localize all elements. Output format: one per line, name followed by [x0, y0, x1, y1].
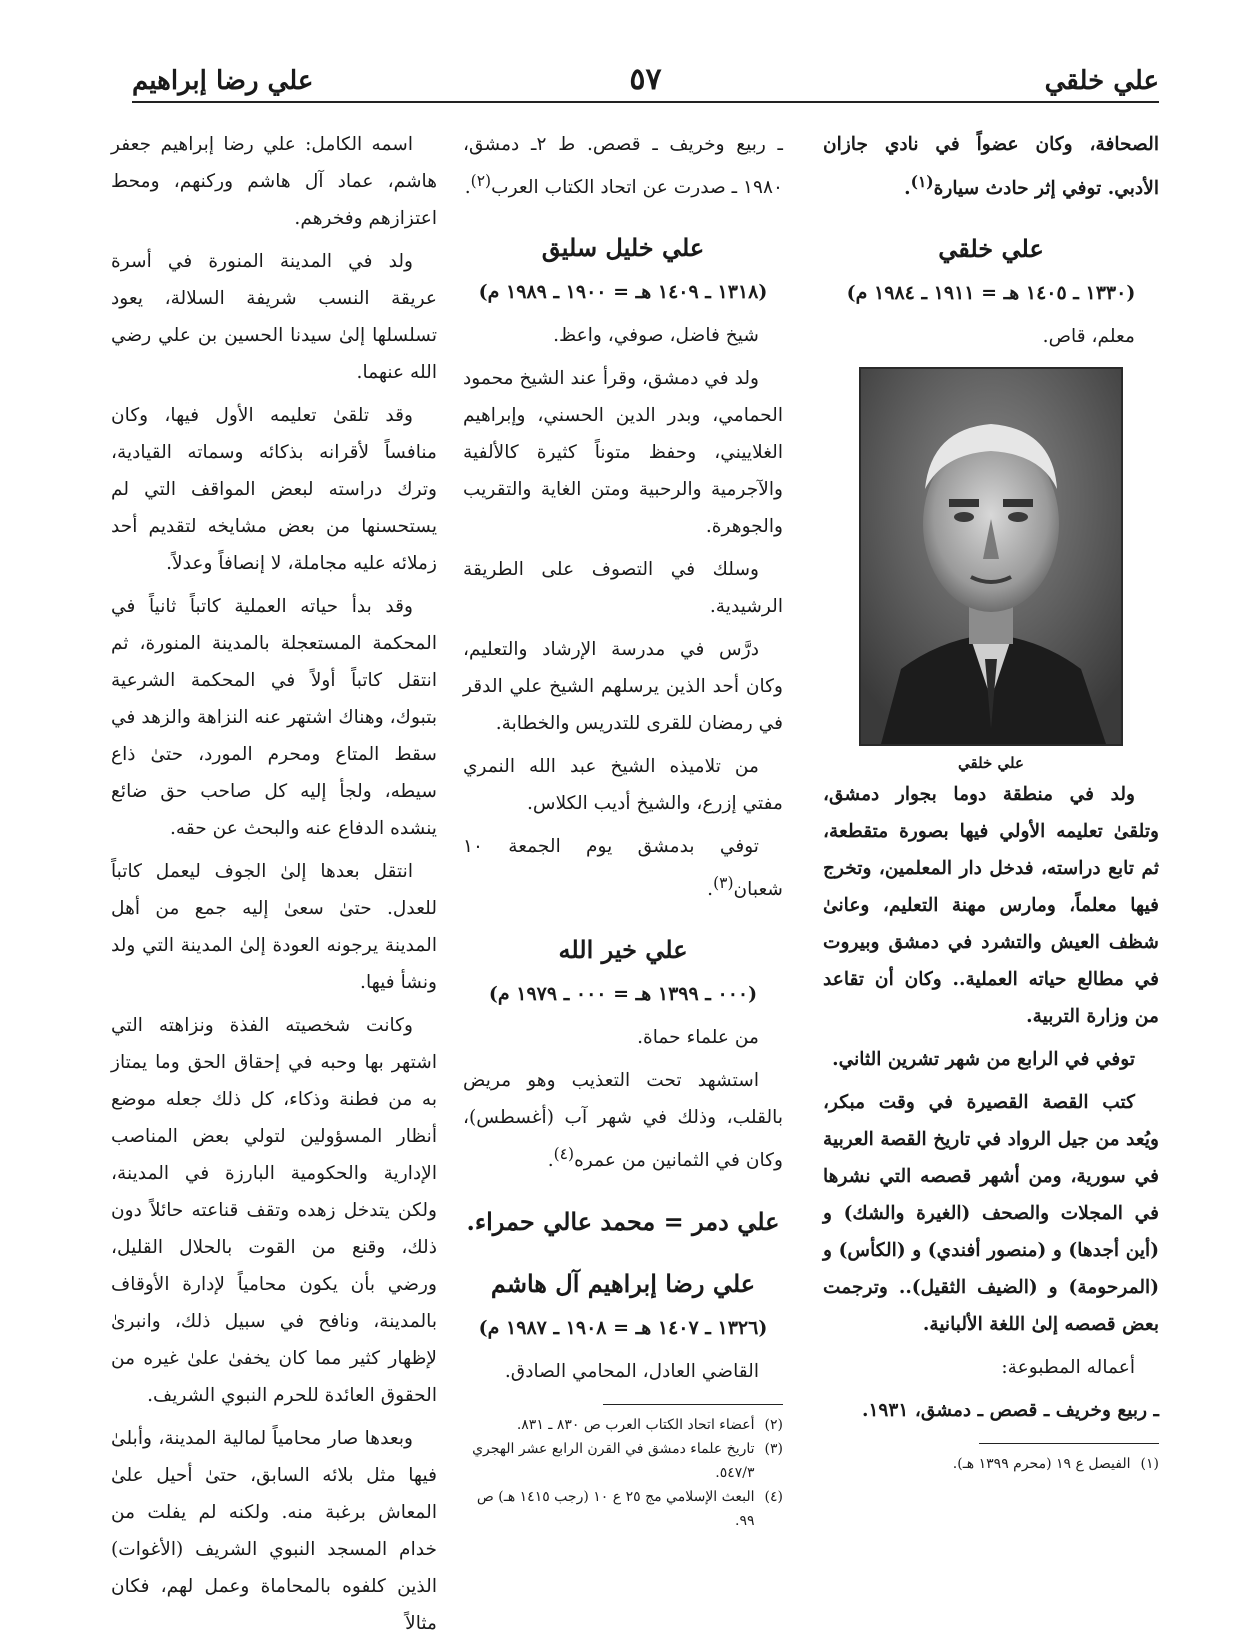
bio-paragraph: ولد في المدينة المنورة في أسرة عريقة النسب شريفة السلالة، يعود تسلسلها إلىٰ سيدنا الحسين بن علي رضي الله عنهما. [111, 251, 437, 383]
bio-paragraph: وقد بدأ حياته العملية كاتباً ثانياً في المحكمة المستعجلة بالمدينة المنورة، ثم انتقل كاتباً أولاً في المحكمة الشرعية بتبوك، وهناك اشتهر عنه النزاهة والزهد في سقط المتاع ومحرم المورد، حتىٰ ذاع سيطه، ولجأ إليه كل صاحب حق ضائع ينشده الدفاع عنه والبحث عن حقه. [111, 596, 437, 839]
entry-title: علي خليل سليق [541, 233, 705, 263]
footnote [463, 1413, 783, 1437]
footnote-number: (٢) [764, 1416, 783, 1433]
footnote-ref: (٤) [553, 1145, 575, 1164]
entry-dates: (١٣١٨ ـ ١٤٠٩ هـ = ١٩٠٠ ـ ١٩٨٩ م) [478, 281, 768, 304]
footnote-ref: (٢) [470, 172, 492, 190]
bio-paragraph: وقد تلقىٰ تعليمه الأول فيها، وكان منافساً لأقرانه بذكائه وسماته القيادية، وترك دراسته لبعض المواقف التي لم يستحسنها من بعض مشايخه لتقديم أحد زملائه عليه مجاملة، لا إنصافاً وعدلاً. [111, 405, 437, 574]
bio-paragraph: وبعدها صار محامياً لمالية المدينة، وأبلىٰ فيها مثل بلائه السابق، حتىٰ أحيل علىٰ المعاش برغبة منه. ولكنه لم يفلت من خدام المسجد النبوي الشريف (الأغوات) الذين كلفوه بالمحاماة وعمل لهم، فكان مثالاً [111, 1428, 437, 1634]
bio-paragraph: كتب القصة القصيرة في وقت مبكر، ويُعد من جيل الرواد في تاريخ القصة العربية في سورية، ومن أشهر قصصه التي نشرها في المجلات والصحف (الغيرة والشك) و (أين أجدها) و (منصور أفندي) و (الكأس) و (المرحومة) و (الضيف الثقيل).. وترجمت بعض قصصه إلىٰ اللغة الألبانية. [823, 1092, 1159, 1336]
bio-paragraph: ولد في منطقة دوما بجوار دمشق، وتلقىٰ تعليمه الأولي فيها بصورة متقطعة، ثم تابع دراسته، فدخل دار المعلمين، وتخرج فيها معلماً، ومارس مهنة التعليم، وعانىٰ شظف العيش والتشرد في دمشق وبيروت في مطالع حياته العملية.. وكان أن تقاعد من وزارة التربية. [823, 784, 1159, 1028]
bio-paragraph: درَّس في مدرسة الإرشاد والتعليم، وكان أحد الذين يرسلهم الشيخ علي الدقر في رمضان للقرى للتدريس والخطابة. [463, 639, 783, 735]
works-label: أعماله المطبوعة: [1001, 1357, 1135, 1379]
footnote-text: أعضاء اتحاد الكتاب العرب ص ٨٣٠ ـ ٨٣١. [516, 1416, 755, 1433]
continuation-paragraph: الصحافة، وكان عضواً في نادي جازان الأدبي. توفي إثر حادث سيارة$^{(١)}$. [823, 134, 1159, 200]
footnote-rule [603, 1404, 783, 1405]
footnote-text: الفيصل ع ١٩ (محرم ١٣٩٩ هـ). [952, 1456, 1131, 1473]
entry-dates: (١٣٣٠ ـ ١٤٠٥ هـ = ١٩١١ ـ ١٩٨٤ م) [846, 282, 1136, 305]
footnote-ref: (٣) [713, 874, 734, 893]
continuation-paragraph: ـ ربيع وخريف ـ قصص. ط ٢ـ دمشق، ١٩٨٠ ـ صدرت عن اتحاد الكتاب العرب$^{(٢)}$. [463, 134, 783, 199]
portrait-photo [859, 367, 1123, 746]
entry-dates: (١٣٢٦ ـ ١٤٠٧ هـ = ١٩٠٨ ـ ١٩٨٧ م) [478, 1316, 768, 1339]
footnote-ref: (١) [910, 172, 934, 191]
footnote [823, 1452, 1159, 1476]
column-right [823, 126, 1159, 1476]
works-item: ـ ربيع وخريف ـ قصص ـ دمشق، ١٩٣١. [861, 1400, 1159, 1422]
entry-title: علي رضا إبراهيم آل هاشم [490, 1268, 756, 1298]
running-head-right: علي خلقي [1044, 66, 1159, 96]
footnote-number: (٣) [764, 1440, 783, 1457]
bio-paragraph: من تلاميذه الشيخ عبد الله النمري مفتي إزرع، والشيخ أديب الكلاس. [463, 756, 783, 815]
footnote [463, 1437, 783, 1485]
entry-role: معلم، قاص. [1042, 326, 1135, 348]
continuation-text: الصحافة، وكان عضواً في نادي جازان الأدبي. توفي إثر حادث سيارة [823, 134, 1159, 200]
entry-title: علي خلقي [938, 234, 1044, 264]
bio-paragraph: استشهد تحت التعذيب وهو مريض بالقلب، وذلك في شهر آب (أغسطس)، وكان في الثمانين من عمره$^{(٤)}$. [463, 1070, 783, 1172]
entry-role: من علماء حماة. [637, 1027, 759, 1049]
running-head-left: علي رضا إبراهيم [132, 66, 314, 96]
bio-text: استشهد تحت التعذيب وهو مريض بالقلب، وذلك في شهر آب (أغسطس)، وكان في الثمانين من عمره [463, 1070, 783, 1172]
footnote-rule [979, 1443, 1159, 1444]
bio-paragraph: وسلك في التصوف على الطريقة الرشيدية. [463, 559, 783, 618]
footnote-text: تاريخ علماء دمشق في القرن الرابع عشر الهجري ٥٤٧/٣. [472, 1440, 755, 1481]
bio-paragraph: ولد في دمشق، وقرأ عند الشيخ محمود الحمامي، وبدر الدين الحسني، وإبراهيم الغلاييني، وحفظ متوناً كثيرة كالألفية والآجرمية والرحبية ومتن الغاية والتقريب والجوهرة. [463, 368, 783, 538]
header-rule [132, 101, 1159, 103]
page-number: ٥٧ [629, 62, 662, 97]
footnote [463, 1485, 783, 1533]
footnote-number: (٤) [764, 1488, 783, 1505]
bio-paragraph: اسمه الكامل: علي رضا إبراهيم جعفر هاشم، عماد آل هاشم وركنهم، ومحط اعتزازهم وفخرهم. [111, 134, 437, 229]
bio-paragraph: وكانت شخصيته الفذة ونزاهته التي اشتهر بها وحبه في إحقاق الحق وما يمتاز به من فطنة وذكاء، كل ذلك جعله موضع أنظار المسؤولين لتولي بعض المناصب الإدارية والحكومية البارزة في المدينة، ولكن يتدخل زهده وتقف قناعته حائلاً دون ذلك، وقنع من القوت بالحلال القليل، ورضي بأن يكون محامياً لإدارة الأوقاف بالمدينة، ونافح في سبيل ذلك، وانبرىٰ لإظهار كثير مما كان يخفىٰ علىٰ غيره من الحقوق العائدة للحرم النبوي الشريف. [111, 1015, 437, 1406]
footnote-number: (١) [1140, 1456, 1159, 1473]
bio-text: توفي بدمشق يوم الجمعة ١٠ شعبان [463, 836, 783, 901]
column-left [111, 126, 437, 1648]
bio-paragraph: توفي في الرابع من شهر تشرين الثاني. [832, 1049, 1135, 1071]
bio-paragraph: انتقل بعدها إلىٰ الجوف ليعمل كاتباً للعدل. حتىٰ سعىٰ إليه جمع من أهل المدينة يرجونه العودة إلىٰ المدينة التي ولد ونشأ فيها. [111, 861, 437, 993]
bio-paragraph: توفي بدمشق يوم الجمعة ١٠ شعبان$^{(٣)}$. [463, 836, 783, 901]
footnote-text: البعث الإسلامي مج ٢٥ ع ١٠ (رجب ١٤١٥ هـ) ص ٩٩. [476, 1488, 755, 1529]
portrait-image [861, 369, 1121, 744]
photo-caption: علي خلقي [958, 754, 1024, 773]
entry-dates: (٠٠٠ ـ ١٣٩٩ هـ = ٠٠٠ ـ ١٩٧٩ م) [488, 983, 758, 1006]
entry-title: علي خير الله [558, 935, 688, 965]
entry-role: القاضي العادل، المحامي الصادق. [504, 1360, 759, 1382]
entry-role: شيخ فاضل، صوفي، واعظ. [553, 325, 759, 347]
cross-reference: علي دمر = محمد عالي حمراء. [466, 1206, 780, 1236]
column-middle [463, 126, 783, 1533]
continuation-text: ـ ربيع وخريف ـ قصص. ط ٢ـ دمشق، ١٩٨٠ ـ صدرت عن اتحاد الكتاب العرب [463, 134, 783, 199]
page-header [132, 62, 1159, 112]
